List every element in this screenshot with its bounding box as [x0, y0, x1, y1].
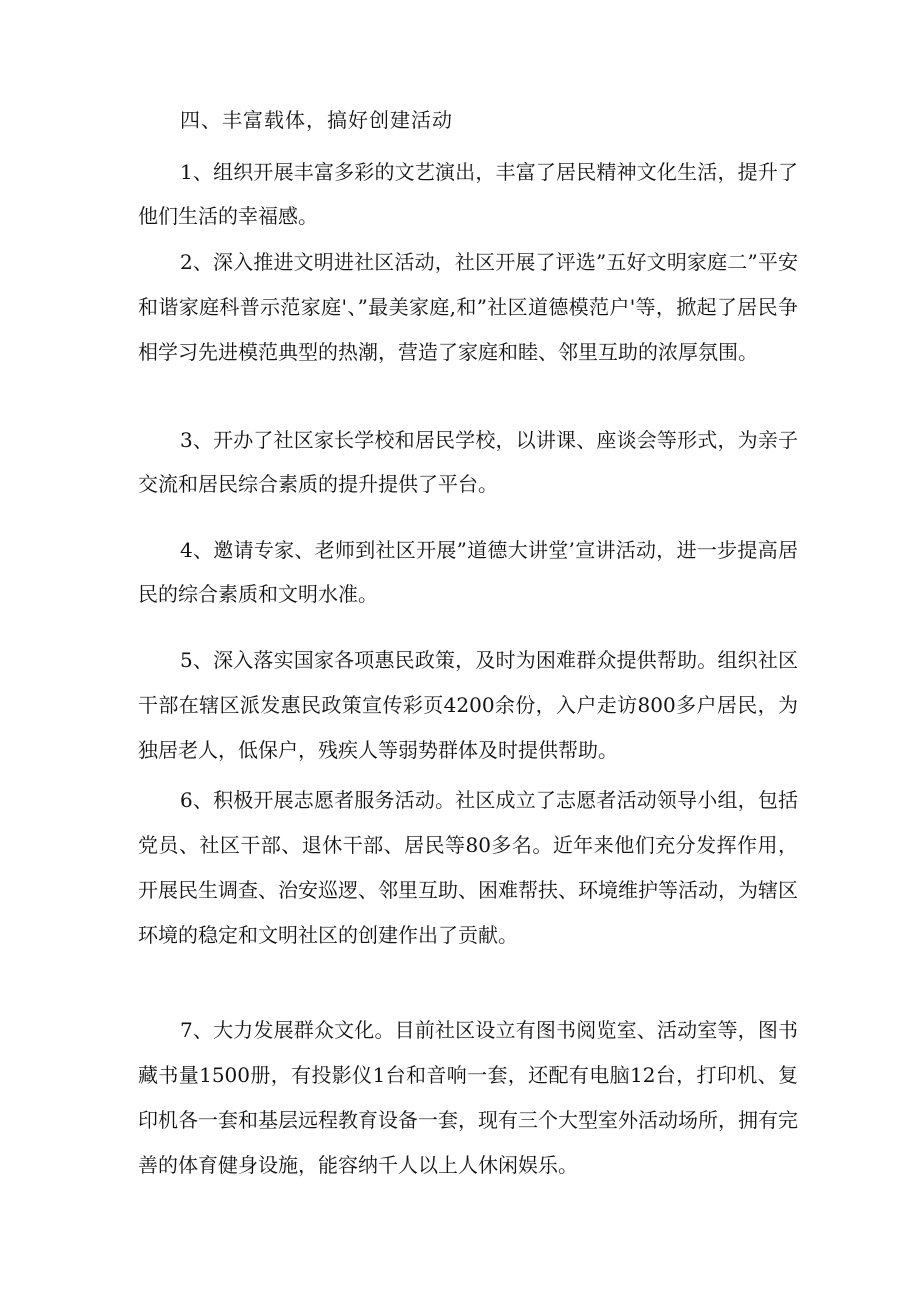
paragraph-6: 6、积极开展志愿者服务活动。社区成立了志愿者活动领导小组，包括党员、社区干部、退休干部、居民等80多名。近年来他们充分发挥作用，开展民生调查、治安巡逻、邻里互助、困难帮扶、环境维护等活动，为辖区环境的稳定和文明社区的创建作出了贡献。 [138, 788, 798, 947]
paragraph-7: 7、大力发展群众文化。目前社区设立有图书阅览室、活动室等，图书藏书量1500册，有投影仪1台和音响一套，还配有电脑12台，打印机、复印机各一套和基层远程教育设备一套，现有三个大型室外活动场所，拥有完善的体育健身设施，能容纳千人以上人休闲娱乐。 [138, 1018, 798, 1177]
paragraph-5: 5、深入落实国家各项惠民政策，及时为困难群众提供帮助。组织社区干部在辖区派发惠民政策宣传彩页4200余份，入户走访800多户居民，为独居老人，低保户，残疾人等弱势群体及时提供帮助。 [138, 648, 798, 762]
section-heading: 四、丰富载体，搞好创建活动 [180, 108, 453, 132]
paragraph-4: 4、邀请专家、老师到社区开展”道德大讲堂’宣讲活动，进一步提高居民的综合素质和文明水准。 [138, 538, 798, 606]
paragraph-3: 3、开办了社区家长学校和居民学校，以讲课、座谈会等形式，为亲子交流和居民综合素质的提升提供了平台。 [138, 428, 798, 496]
paragraph-2: 2、深入推进文明进社区活动，社区开展了评选”五好文明家庭二”平安和谐家庭科普示范家庭'、”最美家庭,和”社区道德模范户'等，掀起了居民争相学习先进模范典型的热潮，营造了家庭和睦、邻里互助的浓厚氛围。 [138, 250, 798, 364]
paragraph-1: 1、组织开展丰富多彩的文艺演出，丰富了居民精神文化生活，提升了他们生活的幸福感。 [138, 160, 798, 228]
